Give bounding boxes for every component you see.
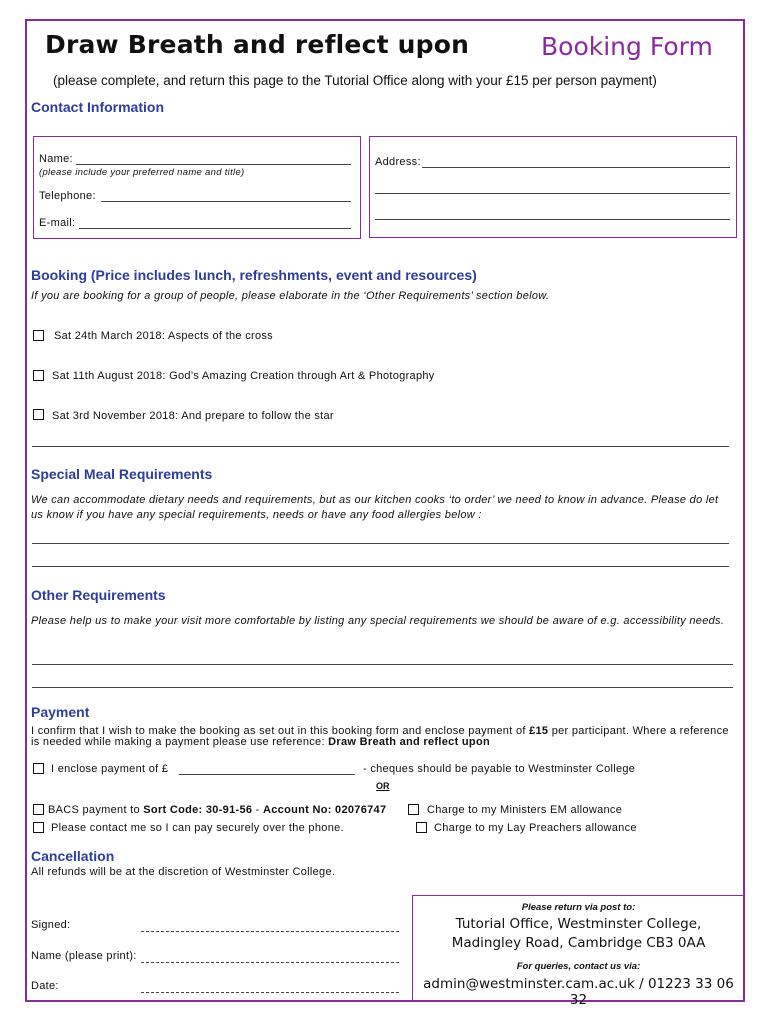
cheques-note: - cheques should be payable to Westminster College (363, 763, 636, 775)
or-label: OR (376, 781, 390, 791)
return-heading: Please return via post to: (521, 902, 636, 913)
contact-box-left (33, 136, 361, 239)
payment-heading: Payment (31, 704, 90, 720)
return-address-line1: Tutorial Office, Westminster College, (455, 916, 702, 932)
contact-phone-checkbox[interactable] (33, 822, 44, 833)
name-label: Name: (39, 153, 73, 165)
other-field-2[interactable] (32, 687, 733, 688)
payment-confirm-text-a: I confirm that I wish to make the booking as set out in this booking form and enclose payment of (31, 725, 530, 737)
other-heading: Other Requirements (31, 587, 166, 603)
payment-confirm (31, 726, 731, 748)
name-hint: (please include your preferred name and title) (39, 167, 245, 178)
print-name-field[interactable] (141, 962, 399, 963)
cancellation-heading: Cancellation (31, 848, 115, 864)
booking-form-title: Booking Form (541, 32, 713, 61)
email-field[interactable] (79, 228, 351, 229)
queries-label: For queries, contact us via: (516, 961, 641, 972)
contact-box-right (369, 136, 737, 238)
other-field-1[interactable] (32, 664, 733, 665)
email-label: E-mail: (39, 217, 76, 229)
event-1-label: Sat 24th March 2018: Aspects of the cross (54, 330, 273, 342)
return-address-line2: Madingley Road, Cambridge CB3 0AA (451, 935, 706, 951)
form-subtitle: (please complete, and return this page to the Tutorial Office along with your £15 per person payment) (53, 73, 657, 88)
address-field-2[interactable] (375, 193, 730, 194)
payment-confirm-text-b: per participant. Where a reference is needed while making a payment please use reference: (31, 725, 729, 748)
ministers-allowance-label: Charge to my Ministers EM allowance (427, 804, 623, 816)
payment-reference: Draw Breath and reflect upon (328, 736, 490, 748)
print-name-text: Name (please print): (31, 950, 137, 962)
cancellation-text: All refunds will be at the discretion of Westminster College. (31, 866, 336, 878)
telephone-label: Telephone: (39, 190, 96, 202)
event-1-checkbox[interactable] (33, 330, 44, 341)
date-label: Date: (31, 980, 59, 992)
address-label: Address: (375, 156, 421, 168)
payment-amount: £15 (529, 725, 549, 737)
event-3-label: Sat 3rd November 2018: And prepare to follow the star (52, 410, 334, 422)
event-3-checkbox[interactable] (33, 409, 44, 420)
event-2-checkbox[interactable] (33, 370, 44, 381)
bacs-prefix: BACS payment to (48, 804, 144, 816)
ministers-allowance-checkbox[interactable] (408, 804, 419, 815)
form-title: Draw Breath and reflect upon (45, 30, 470, 59)
bacs-checkbox[interactable] (33, 804, 44, 815)
booking-divider (32, 446, 729, 447)
lay-preachers-checkbox[interactable] (416, 822, 427, 833)
telephone-field[interactable] (101, 201, 351, 202)
other-text: Please help us to make your visit more comfortable by listing any special requirements we should be aware of e.g. accessibility needs. (31, 615, 725, 627)
contact-heading: Contact Information (31, 99, 164, 115)
bacs-sort-code: Sort Code: 30-91-56 (143, 804, 253, 816)
meal-heading: Special Meal Requirements (31, 466, 213, 482)
meal-text: We can accommodate dietary needs and requirements, but as our kitchen cooks ‘to order’ we need to know in advance. Please do let us know if you have any special requirements, needs or have any food allergies below : (31, 494, 719, 521)
payment-amount-field[interactable] (179, 774, 355, 775)
address-field-1[interactable] (422, 167, 730, 168)
signed-label: Signed: (31, 919, 71, 931)
date-field[interactable] (141, 992, 399, 993)
print-name-label (31, 950, 137, 962)
bacs-account: Account No: 02076747 (263, 804, 387, 816)
event-2-label: Sat 11th August 2018: God’s Amazing Creation through Art & Photography (52, 370, 435, 382)
bacs-separator: - (252, 804, 263, 816)
meal-field-2[interactable] (32, 566, 729, 567)
return-box (412, 895, 745, 1008)
contact-details: admin@westminster.cam.ac.uk / 01223 33 06 32 (423, 976, 734, 1008)
enclose-payment-checkbox[interactable] (33, 763, 44, 774)
bacs-payment (48, 804, 386, 816)
address-field-3[interactable] (375, 219, 730, 220)
signed-field[interactable] (141, 931, 399, 932)
contact-phone-label: Please contact me so I can pay securely over the phone. (51, 822, 344, 834)
booking-heading: Booking (Price includes lunch, refreshments, event and resources) (31, 267, 477, 283)
enclose-payment-label: I enclose payment of £ (51, 763, 169, 775)
meal-field-1[interactable] (32, 543, 729, 544)
name-field[interactable] (76, 164, 351, 165)
lay-preachers-label: Charge to my Lay Preachers allowance (434, 822, 637, 834)
booking-note: If you are booking for a group of people, please elaborate in the ‘Other Requirements’ section below. (31, 290, 550, 302)
